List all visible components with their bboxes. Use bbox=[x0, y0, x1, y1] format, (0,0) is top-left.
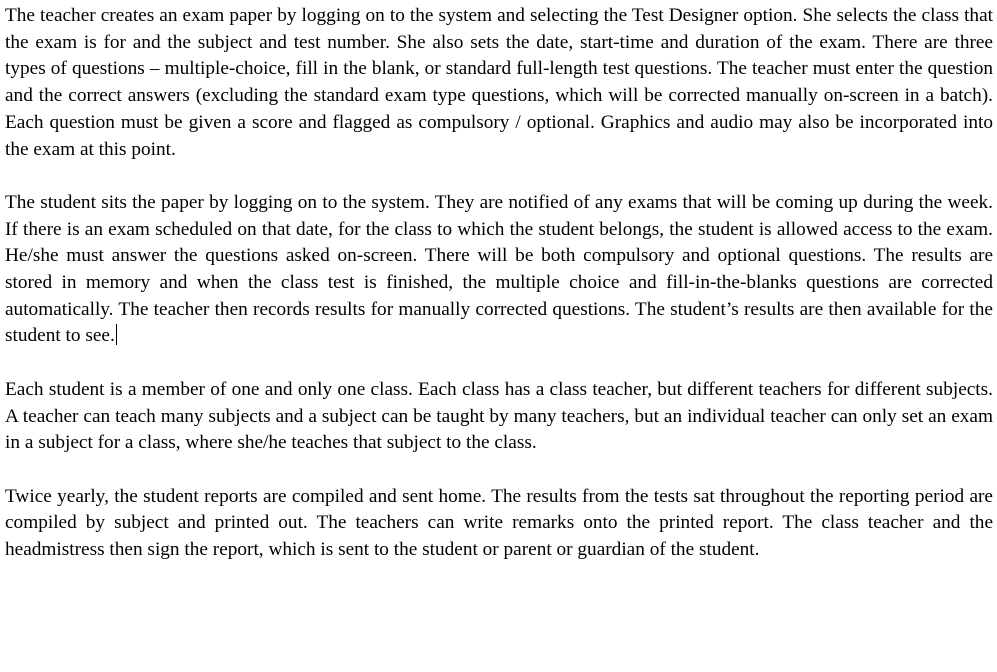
paragraph-text: The teacher creates an exam paper by logging on to the system and selecting the Test Designer option. She selects the class that the exam is for and the subject and test number. She also sets the date, start-time and duration of the exam. There are three types of questions – multiple-choice, fill in the blank, or standard full-length test questions. The teacher must enter the question and the correct answers (excluding the standard exam type questions, which will be corrected manually on-screen in a batch). Each question must be given a score and flagged as compulsory / optional. Graphics and audio may also be incorporated into the exam at this point. bbox=[5, 5, 993, 160]
paragraph-text: Each student is a member of one and only one class. Each class has a class teacher, but different teachers for different subjects. A teacher can teach many subjects and a subject can be taught by many teachers, but an individual teacher can only set an exam in a subject for a class, where she/he teaches that subject to the class. bbox=[5, 378, 993, 454]
paragraph-text: Twice yearly, the student reports are compiled and sent home. The results from the tests sat throughout the reporting period are compiled by subject and printed out. The teachers can write remarks onto the printed report. The class teacher and the headmistress then sign the report, which is sent to the student or parent or guardian of the student. bbox=[5, 485, 993, 561]
document-body[interactable] bbox=[5, 3, 993, 564]
paragraph-class-membership bbox=[5, 377, 993, 457]
paragraph-student-exam bbox=[5, 190, 993, 350]
paragraph-test-designer bbox=[5, 3, 993, 163]
paragraph-student-reports bbox=[5, 484, 993, 564]
paragraph-text: The student sits the paper by logging on to the system. They are notified of any exams that will be coming up during the week. If there is an exam scheduled on that date, for the class to which the student belongs, the student is allowed access to the exam. He/she must answer the questions asked on-screen. There will be both compulsory and optional questions. The results are stored in memory and when the class test is finished, the multiple choice and fill-in-the-blanks questions are corrected automatically. The teacher then records results for manually corrected questions. The student’s results are then available for the student to see. bbox=[5, 191, 993, 347]
text-cursor bbox=[116, 324, 117, 345]
